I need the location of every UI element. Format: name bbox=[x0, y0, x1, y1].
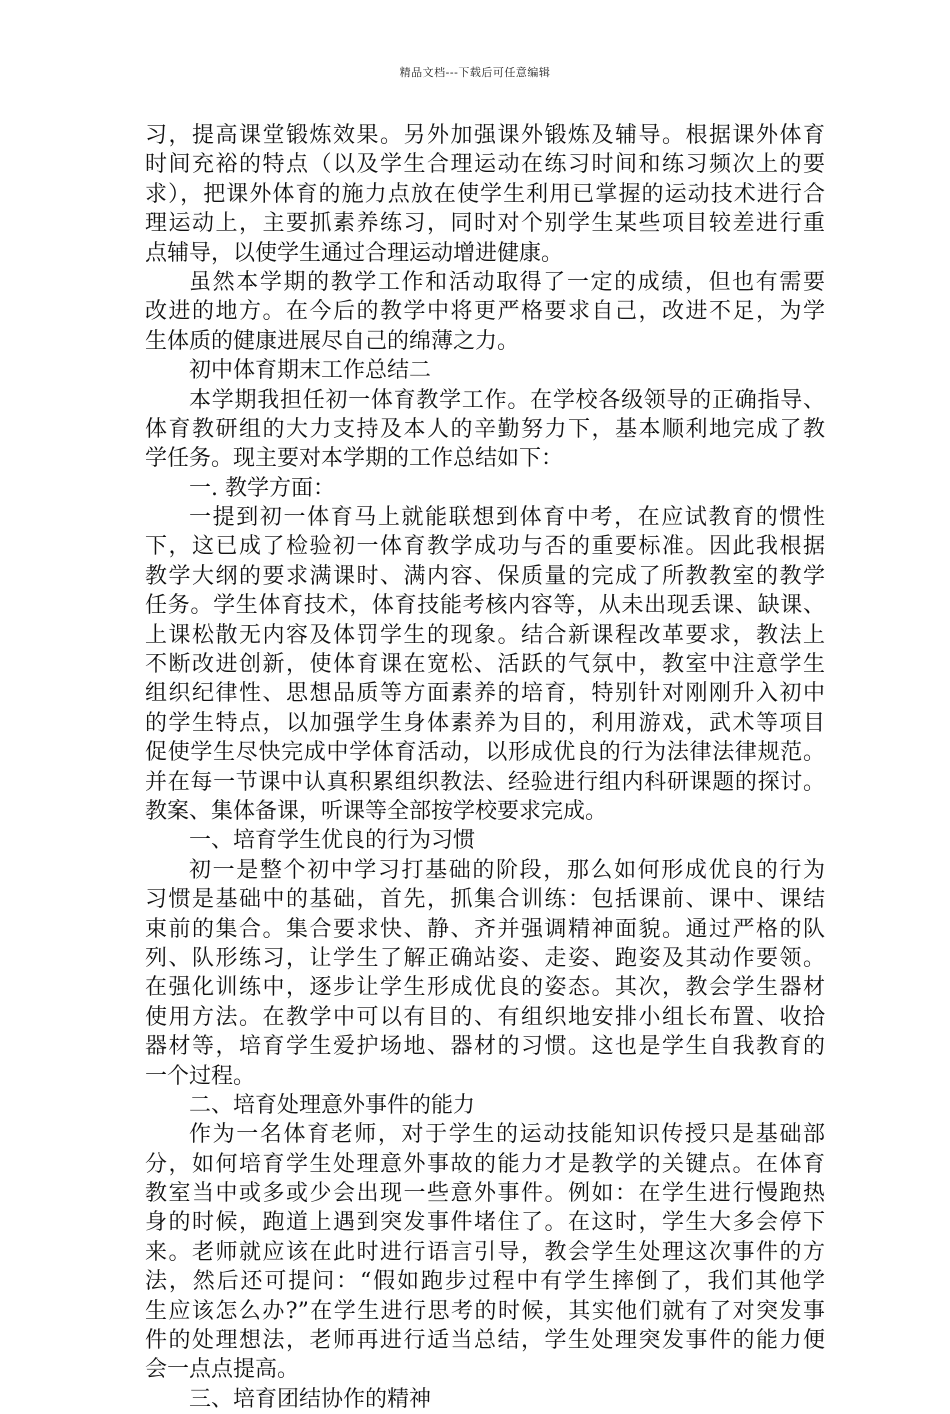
text-line: 点辅导，以使学生通过合理运动增进健康。 bbox=[145, 240, 564, 266]
text-line: 列、队形练习，让学生了解正确站姿、走姿、跑姿及其动作要领。 bbox=[145, 945, 825, 971]
text-line: 教案、集体备课，听课等全部按学校要求完成。 bbox=[145, 798, 608, 824]
text-line: 理运动上，主要抓素养练习，同时对个别学生某些项目较差进行重 bbox=[145, 211, 825, 237]
paragraph-start-line: 一提到初一体育马上就能联想到体育中考，在应试教育的惯性 bbox=[189, 505, 825, 531]
paragraph-start-line: 一. 教学方面： bbox=[189, 475, 335, 501]
text-line: 生体质的健康进展尽自己的绵薄之力。 bbox=[145, 328, 520, 354]
text-line: 时间充裕的特点（以及学生合理运动在练习时间和练习频次上的要 bbox=[145, 152, 825, 178]
text-line: 件的处理想法，老师再进行适当总结，学生处理突发事件的能力便 bbox=[145, 1328, 825, 1354]
text-line: 身的时候，跑道上遇到突发事件堵住了。在这时，学生大多会停下 bbox=[145, 1210, 825, 1236]
text-line: 组织纪律性、思想品质等方面素养的培育，特别针对刚刚升入初中 bbox=[145, 681, 825, 707]
document-body bbox=[145, 121, 825, 1414]
text-line: 教室当中或多或少会出现一些意外事件。例如：在学生进行慢跑热 bbox=[145, 1181, 825, 1207]
paragraph-start-line: 二、培育处理意外事件的能力 bbox=[189, 1092, 476, 1118]
text-line: 习惯是基础中的基础，首先，抓集合训练：包括课前、课中、课结 bbox=[145, 887, 825, 913]
page-header: 精品文档---下载后可任意编辑 bbox=[399, 66, 551, 79]
text-line: 会一点点提高。 bbox=[145, 1357, 300, 1383]
paragraph-start-line: 本学期我担任初一体育教学工作。在学校各级领导的正确指导、 bbox=[189, 387, 825, 413]
paragraph-start-line: 一、培育学生优良的行为习惯 bbox=[189, 828, 476, 854]
text-line: 习，提高课堂锻炼效果。另外加强课外锻炼及辅导。根据课外体育 bbox=[145, 123, 825, 148]
text-line: 并在每一节课中认真积累组织教法、经验进行组内科研课题的探讨。 bbox=[145, 769, 825, 795]
text-line: 不断改进创新，使体育课在宽松、活跃的气氛中，教室中注意学生 bbox=[145, 652, 825, 678]
text-line: 器材等，培育学生爱护场地、器材的习惯。这也是学生自我教育的 bbox=[145, 1034, 825, 1060]
paragraph-start-line: 初一是整个初中学习打基础的阶段，那么如何形成优良的行为 bbox=[189, 857, 825, 883]
text-line: 使用方法。在教学中可以有目的、有组织地安排小组长布置、收拾 bbox=[145, 1004, 825, 1030]
text-line: 来。老师就应该在此时进行语言引导，教会学生处理这次事件的方 bbox=[145, 1239, 825, 1265]
paragraph-start-line: 三、培育团结协作的精神 bbox=[189, 1386, 432, 1412]
text-line: 学任务。现主要对本学期的工作总结如下： bbox=[145, 446, 564, 472]
text-line: 上课松散无内容及体罚学生的现象。结合新课程改革要求，教法上 bbox=[145, 622, 825, 648]
text-line: 束前的集合。集合要求快、静、齐并强调精神面貌。通过严格的队 bbox=[145, 916, 825, 942]
text-line: 促使学生尽快完成中学体育活动，以形成优良的行为法律法律规范。 bbox=[145, 740, 825, 766]
text-line: 任务。学生体育技术，体育技能考核内容等，从未出现丢课、缺课、 bbox=[145, 593, 825, 619]
paragraph-start-line: 虽然本学期的教学工作和活动取得了一定的成绩，但也有需要 bbox=[189, 269, 825, 295]
text-line: 求），把课外体育的施力点放在使学生利用已掌握的运动技术进行合 bbox=[145, 181, 825, 207]
text-line: 在强化训练中，逐步让学生形成优良的姿态。其次，教会学生器材 bbox=[145, 975, 825, 1001]
text-line: 体育教研组的大力支持及本人的辛勤努力下，基本顺利地完成了教 bbox=[145, 416, 825, 442]
text-line: 改进的地方。在今后的教学中将更严格要求自己，改进不足，为学 bbox=[145, 299, 825, 325]
text-line: 教学大纲的要求满课时、满内容、保质量的完成了所教教室的教学 bbox=[145, 563, 825, 589]
text-line: 的学生特点，以加强学生身体素养为目的，利用游戏，武术等项目 bbox=[145, 710, 825, 736]
text-line: 分，如何培育学生处理意外事故的能力才是教学的关键点。在体育 bbox=[145, 1151, 825, 1177]
text-line: 一个过程。 bbox=[145, 1063, 256, 1089]
paragraph-start-line: 初中体育期末工作总结二 bbox=[189, 358, 432, 384]
text-line: 下，这已成了检验初一体育教学成功与否的重要标准。因此我根据 bbox=[145, 534, 825, 560]
text-line: 生应该怎么办?”在学生进行思考的时候，其实他们就有了对突发事 bbox=[145, 1298, 825, 1324]
text-line: 法，然后还可提问：“假如跑步过程中有学生摔倒了，我们其他学 bbox=[145, 1269, 825, 1295]
paragraph-start-line: 作为一名体育老师，对于学生的运动技能知识传授只是基础部 bbox=[189, 1122, 825, 1148]
